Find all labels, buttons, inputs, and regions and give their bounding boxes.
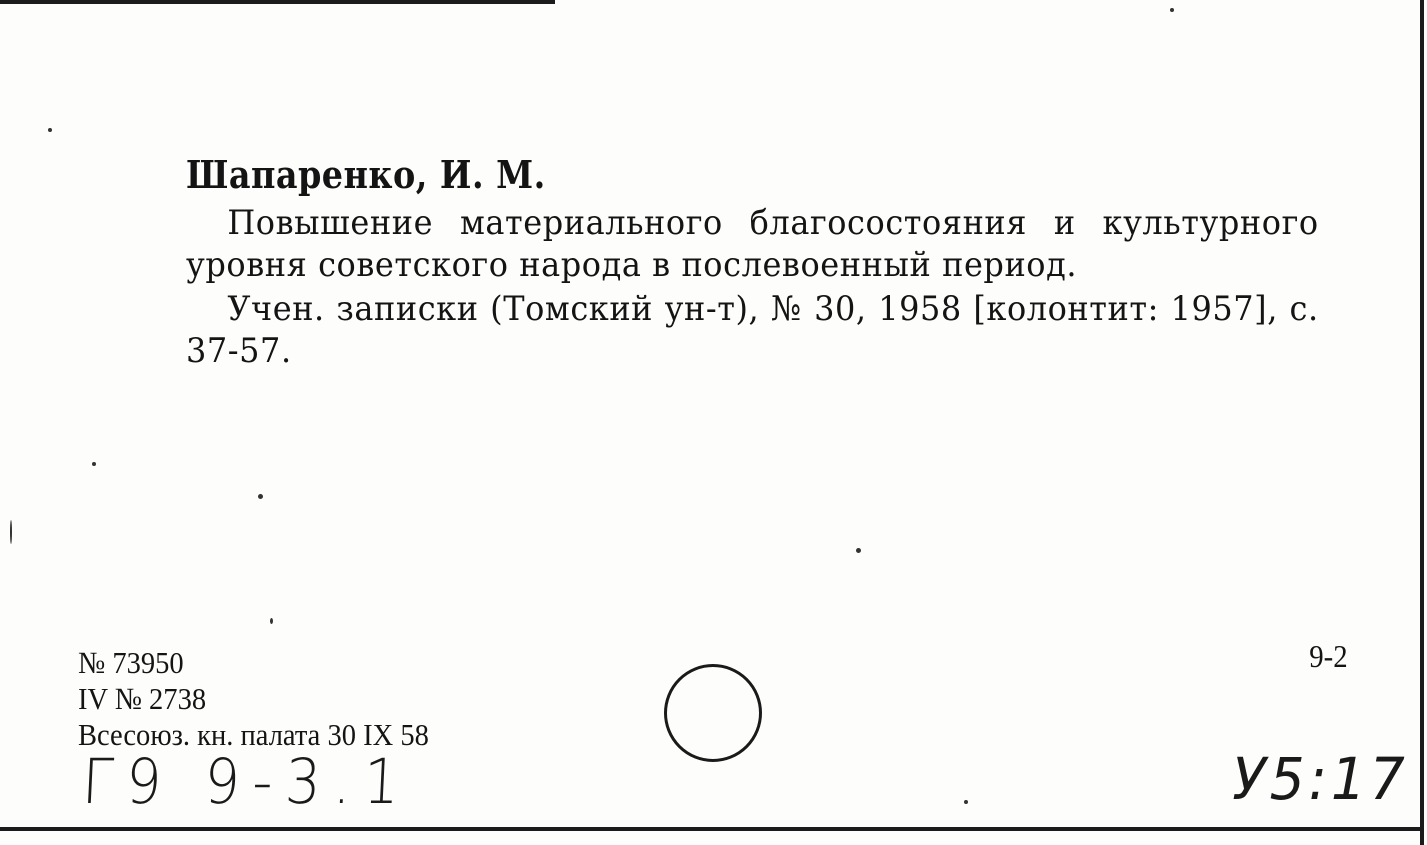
handwritten-shelfmark: Г9 9-3.1 bbox=[80, 745, 414, 818]
scan-speck bbox=[48, 128, 52, 132]
scan-speck bbox=[270, 618, 273, 624]
scan-speck bbox=[1170, 8, 1174, 12]
card-bottom-border bbox=[0, 827, 1424, 831]
card-footer bbox=[78, 645, 429, 753]
scan-speck bbox=[92, 462, 96, 466]
scan-speck bbox=[258, 494, 263, 499]
author-name: Шапаренко, И. М. bbox=[186, 152, 546, 197]
handwritten-index: У5:17 bbox=[1232, 745, 1409, 813]
card-body bbox=[186, 152, 1321, 372]
registry-number: IV № 2738 bbox=[78, 681, 207, 716]
stamp-circle bbox=[664, 664, 762, 762]
publication-source: Учен. записки (Томский ун-т), № 30, 1958 [колонтит: 1957], с. 37-57. bbox=[186, 289, 1319, 371]
accession-number: № 73950 bbox=[78, 645, 184, 680]
scan-speck bbox=[10, 520, 12, 544]
classification-code: 9-2 bbox=[1309, 638, 1348, 674]
scan-speck bbox=[964, 800, 968, 804]
issuer-and-date: Всесоюз. кн. палата 30 IX 58 bbox=[78, 717, 429, 752]
scan-speck bbox=[856, 548, 861, 553]
card-right-border bbox=[1420, 0, 1424, 845]
card-top-border bbox=[0, 0, 555, 4]
work-title: Повышение материального благосостояния и культурного уровня советского народа в послевоенный период. bbox=[186, 203, 1319, 285]
